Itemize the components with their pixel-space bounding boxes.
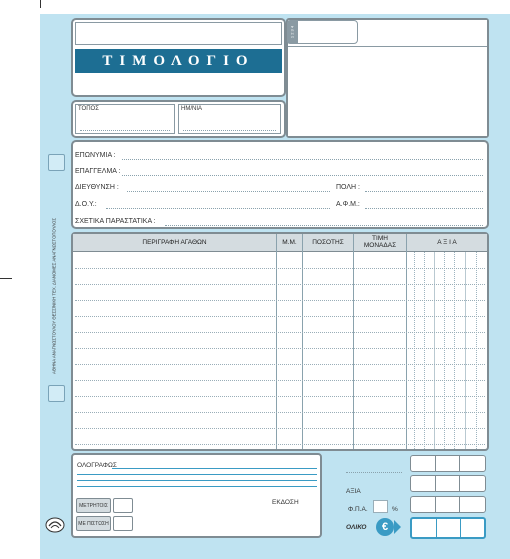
place-line — [80, 130, 170, 131]
copy-tab: 1 2 3 4 — [287, 20, 297, 44]
issuer-details-field[interactable] — [288, 46, 487, 136]
table-row-line — [75, 380, 485, 381]
value-label: ΑΞΙΑ — [346, 488, 361, 495]
unit-price-header-line-2: ΜΟΝΑΔΑΣ — [363, 242, 397, 250]
occupation-label: ΕΠΑΓΓΕΛΜΑ : — [75, 168, 121, 175]
name-field[interactable] — [122, 159, 483, 160]
table-row-line — [75, 412, 485, 413]
description-header: ΠΕΡΙΓΡΑΦΗ ΑΓΑΘΩΝ — [142, 239, 207, 246]
table-row-line — [75, 284, 485, 285]
punch-hole-bottom — [48, 385, 65, 402]
address-label: ΔΙΕΥΘΥΝΣΗ : — [75, 184, 119, 191]
column-divider — [353, 234, 354, 449]
unit-price-header — [354, 234, 406, 252]
invoice-number-field[interactable] — [359, 20, 487, 44]
name-label: ΕΠΩΝΥΜΙΑ : — [75, 152, 116, 159]
digit-divider — [434, 252, 435, 449]
series-field[interactable] — [297, 20, 358, 44]
credit-checkbox[interactable] — [113, 516, 133, 531]
digit-divider — [414, 252, 415, 449]
credit-option — [76, 516, 111, 531]
related-docs-label: ΣΧΕΤΙΚΑ ΠΑΡΑΣΤΑΤΙΚΑ : — [75, 218, 156, 225]
binding-strip — [40, 14, 70, 559]
issuer-label: ΕΚΔΟΣΗ — [272, 499, 299, 506]
table-row-line — [75, 300, 485, 301]
total-amount-field[interactable] — [410, 517, 486, 539]
table-row-line — [75, 332, 485, 333]
in-words-line[interactable] — [112, 468, 317, 469]
in-words-line[interactable] — [77, 474, 317, 475]
table-row-line — [75, 444, 485, 445]
value-field[interactable] — [410, 455, 486, 472]
cash-option — [76, 498, 111, 513]
signature-line[interactable] — [346, 472, 402, 473]
in-words-line[interactable] — [77, 486, 317, 487]
in-words-line[interactable] — [77, 480, 317, 481]
vat-amount-field[interactable] — [410, 496, 486, 513]
digit-divider — [424, 252, 425, 449]
table-row-line — [75, 316, 485, 317]
crop-mark-left — [0, 278, 12, 279]
date-label: ΗΜ/ΝΙΑ — [181, 106, 202, 112]
digit-divider — [444, 252, 445, 449]
tax-office-label: Δ.Ο.Υ.: — [75, 201, 97, 208]
cash-label: ΜΕΤΡΗΤΟΙΣ — [79, 503, 108, 509]
quantity-header: ΠΟΣΟΤΗΣ — [312, 239, 344, 246]
occupation-field[interactable] — [122, 175, 483, 176]
column-divider — [276, 234, 277, 449]
value-field[interactable] — [410, 475, 486, 492]
total-label: ΟΛΙΚΟ — [346, 524, 367, 531]
column-divider — [302, 234, 303, 449]
in-words-label: ΟΛΟΓΡΑΦΩΣ — [77, 462, 117, 469]
table-row-line — [75, 396, 485, 397]
vat-number-label: Α.Φ.Μ.: — [336, 201, 360, 208]
value-header: Α Ξ Ι Α — [437, 239, 457, 246]
vat-label: Φ.Π.Α. — [348, 506, 368, 513]
items-table — [71, 232, 489, 451]
unit-price-header-line-1: ΤΙΜΗ — [372, 235, 388, 242]
digit-divider — [476, 252, 477, 449]
table-row-line — [75, 268, 485, 269]
crop-mark-top — [40, 0, 41, 8]
date-line — [183, 130, 276, 131]
table-row-line — [75, 348, 485, 349]
euro-icon: € — [376, 518, 394, 536]
printer-imprint: ΑΘΗΝΑ ΑΝΑΓΝΩΣΤΟΥΛΟΥ ΘΕΣΣ/ΝΙΚΗ ΤΕΧ. ΔΙΑΝΟΜΕΣ ΑΝΑΓΝΩΣΤΟΠΟΥΛΟΣ — [51, 217, 57, 375]
document-title: ΤΙΜΟΛΟΓΙΟ — [75, 49, 282, 73]
unit-header: Μ.Μ. — [282, 239, 297, 246]
city-label: ΠΟΛΗ : — [336, 184, 360, 191]
vat-number-field[interactable] — [365, 208, 483, 209]
company-stamp-field[interactable] — [75, 22, 282, 45]
address-field[interactable] — [127, 191, 330, 192]
arrow-right-icon — [394, 520, 401, 534]
city-field[interactable] — [365, 191, 483, 192]
column-divider — [406, 234, 407, 449]
punch-hole-top — [48, 154, 65, 171]
date-field[interactable] — [178, 104, 281, 134]
place-label: ΤΟΠΟΣ — [78, 106, 99, 112]
customer-block — [71, 140, 489, 229]
place-field[interactable] — [75, 104, 175, 134]
vat-rate-field[interactable] — [373, 500, 388, 513]
digit-divider — [465, 252, 466, 449]
related-docs-field[interactable] — [165, 225, 483, 226]
table-row-line — [75, 364, 485, 365]
credit-label: ΜΕ ΠΙΣΤΩΣΗ — [78, 521, 109, 527]
cash-checkbox[interactable] — [113, 498, 133, 513]
percent-sign: % — [392, 506, 398, 513]
table-row-line — [75, 428, 485, 429]
digit-divider — [454, 252, 455, 449]
publisher-logo-icon — [44, 514, 66, 534]
tax-office-field[interactable] — [106, 208, 330, 209]
